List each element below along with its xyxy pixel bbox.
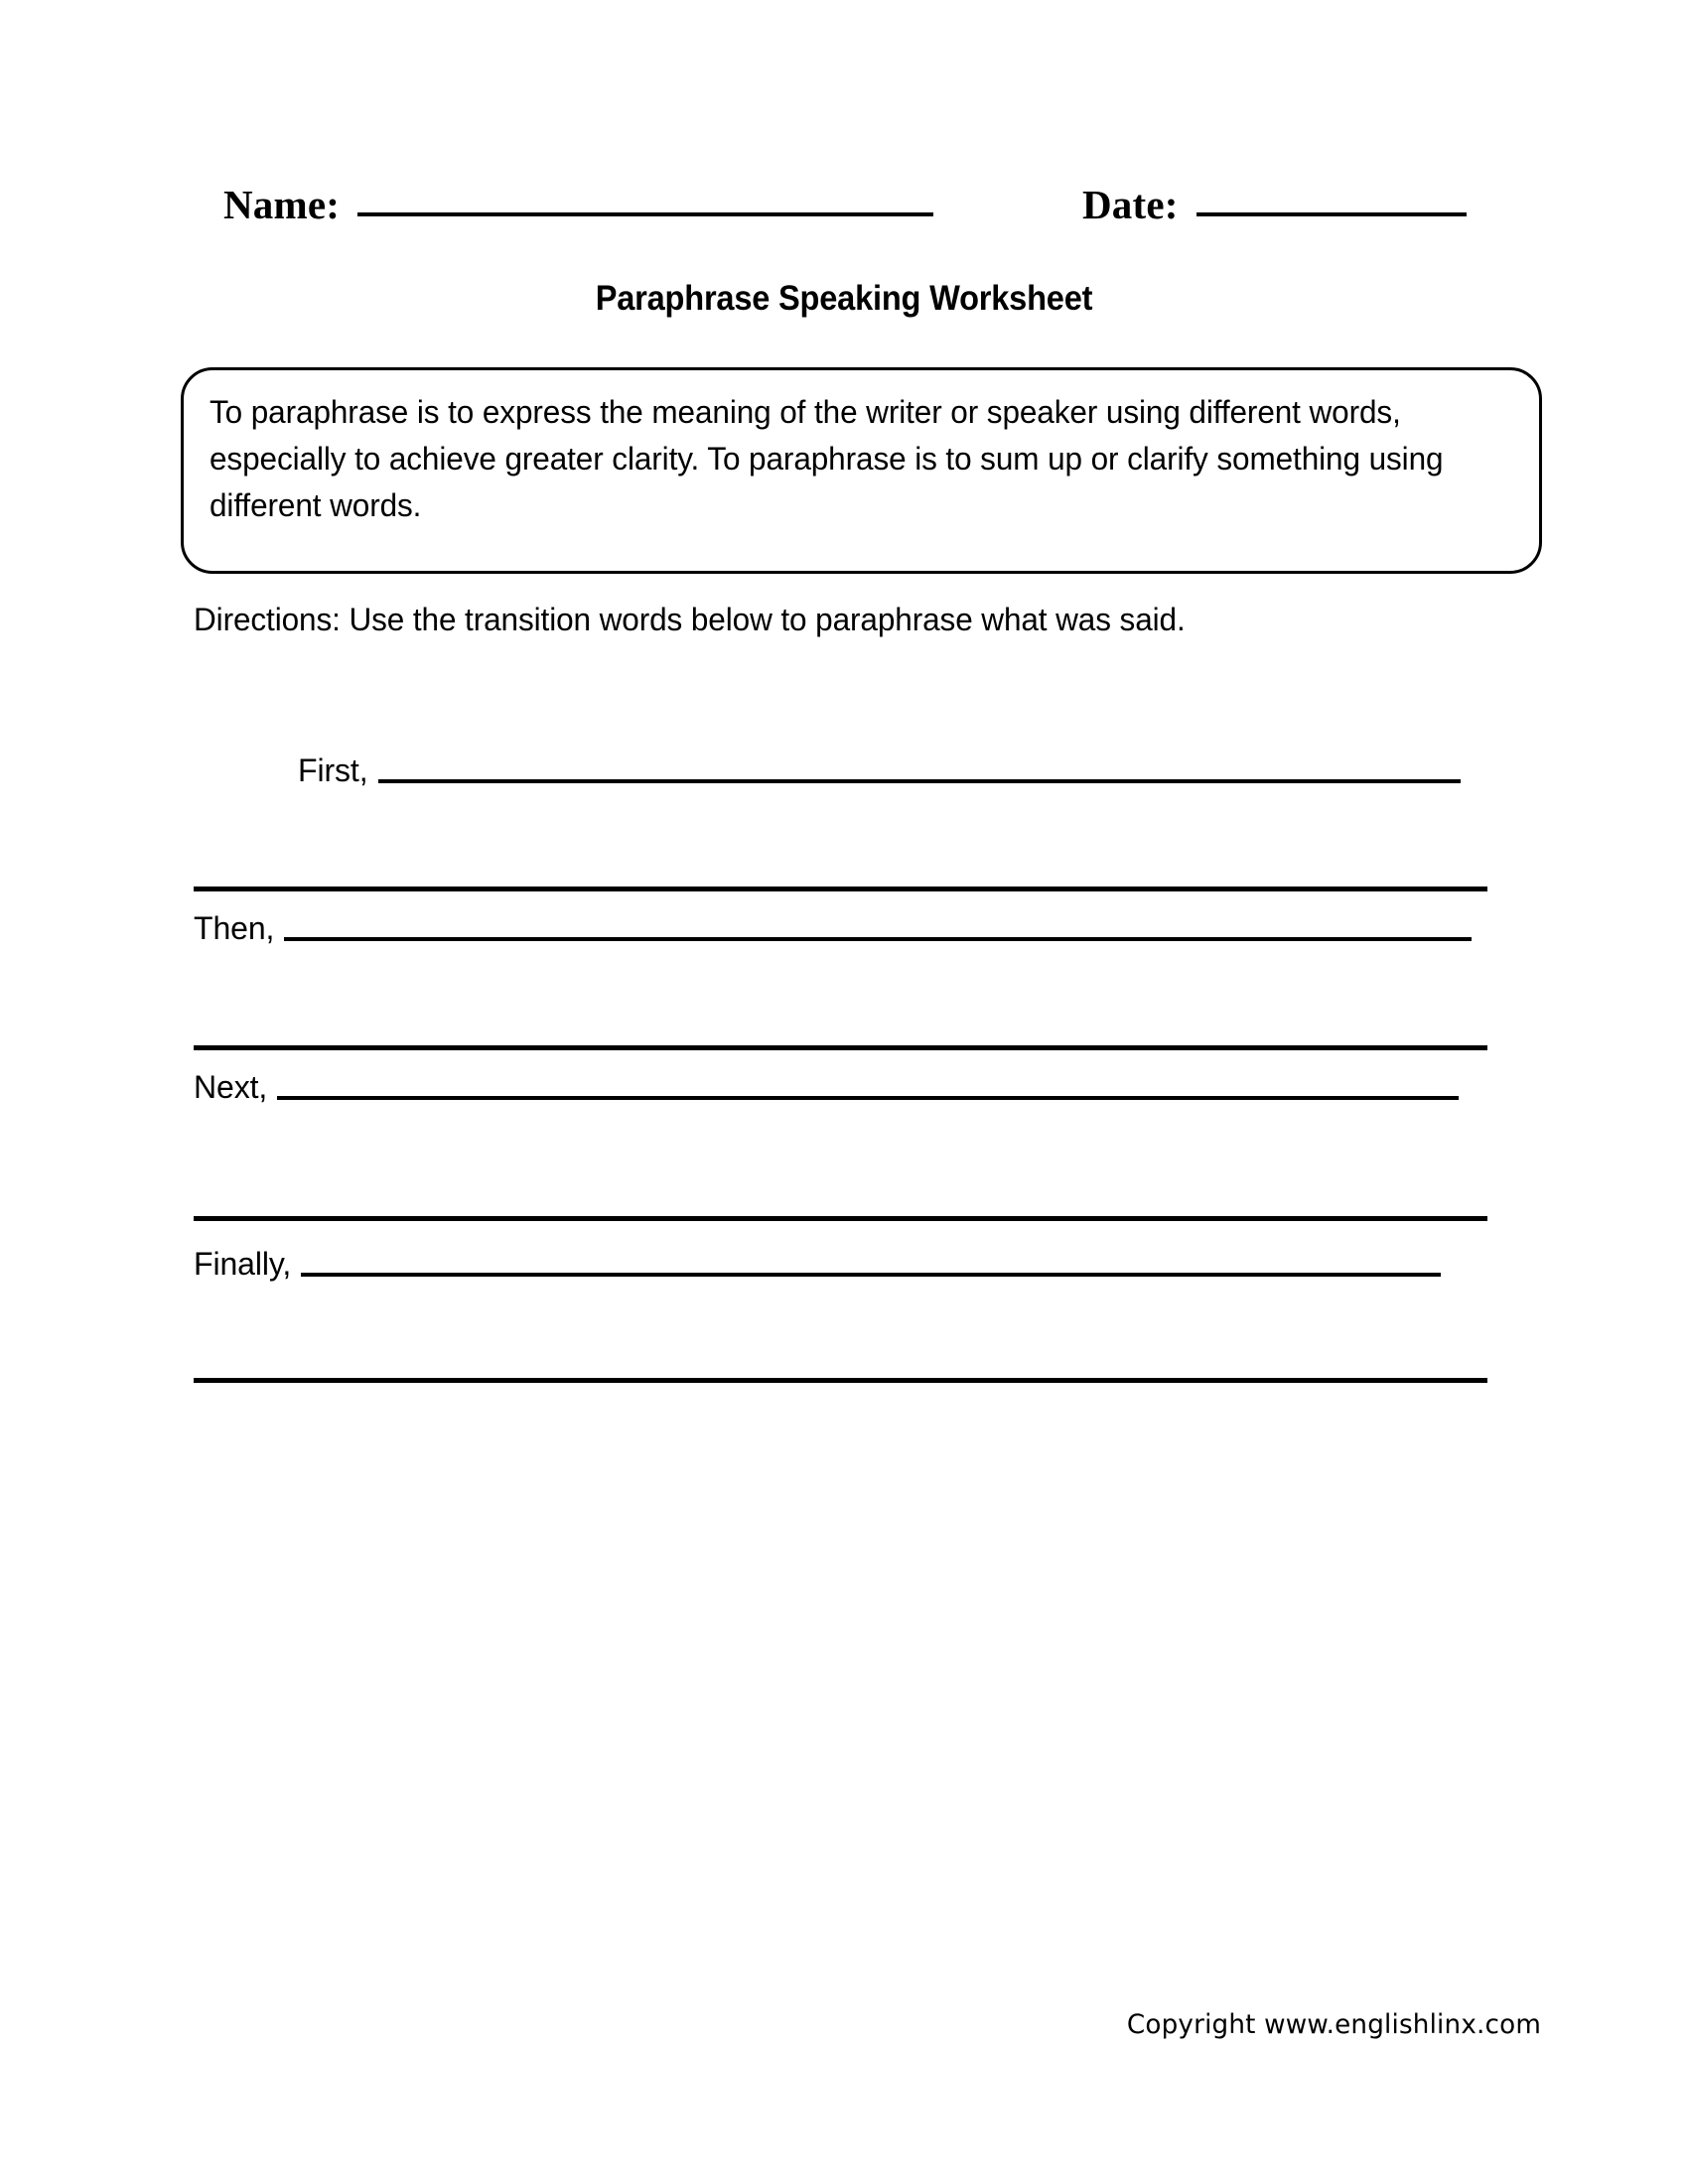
definition-text: To paraphrase is to express the meaning of the writer or speaker using different words, especially to achieve greater clarity. To paraphrase is to sum up or clarify something using different words. bbox=[210, 394, 1444, 523]
name-label: Name: bbox=[223, 182, 341, 227]
prompt-row-then bbox=[194, 898, 1472, 944]
answer-line-then-1[interactable] bbox=[284, 937, 1472, 941]
answer-line-finally-2[interactable] bbox=[194, 1378, 1487, 1383]
answer-line-first-2[interactable] bbox=[194, 887, 1487, 891]
prompt-row-first bbox=[298, 741, 1461, 786]
answer-line-next-2[interactable] bbox=[194, 1216, 1487, 1221]
prompt-row-finally bbox=[194, 1234, 1441, 1280]
prompt-row-next bbox=[194, 1057, 1459, 1103]
copyright-notice: Copyright www.englishlinx.com bbox=[1126, 2009, 1541, 2040]
prompt-label-first: First, bbox=[298, 752, 368, 788]
prompt-label-finally: Finally, bbox=[194, 1246, 292, 1282]
prompt-label-then: Then, bbox=[194, 910, 275, 946]
directions-text: Directions: Use the transition words below to paraphrase what was said. bbox=[194, 602, 1186, 637]
date-label: Date: bbox=[1082, 182, 1179, 227]
answer-line-then-2[interactable] bbox=[194, 1045, 1487, 1050]
answer-line-next-1[interactable] bbox=[277, 1096, 1459, 1100]
answer-line-first-1[interactable] bbox=[378, 779, 1461, 783]
prompt-label-next: Next, bbox=[194, 1069, 268, 1105]
page-title: Paraphrase Speaking Worksheet bbox=[595, 279, 1093, 318]
answer-line-finally-1[interactable] bbox=[301, 1273, 1441, 1277]
